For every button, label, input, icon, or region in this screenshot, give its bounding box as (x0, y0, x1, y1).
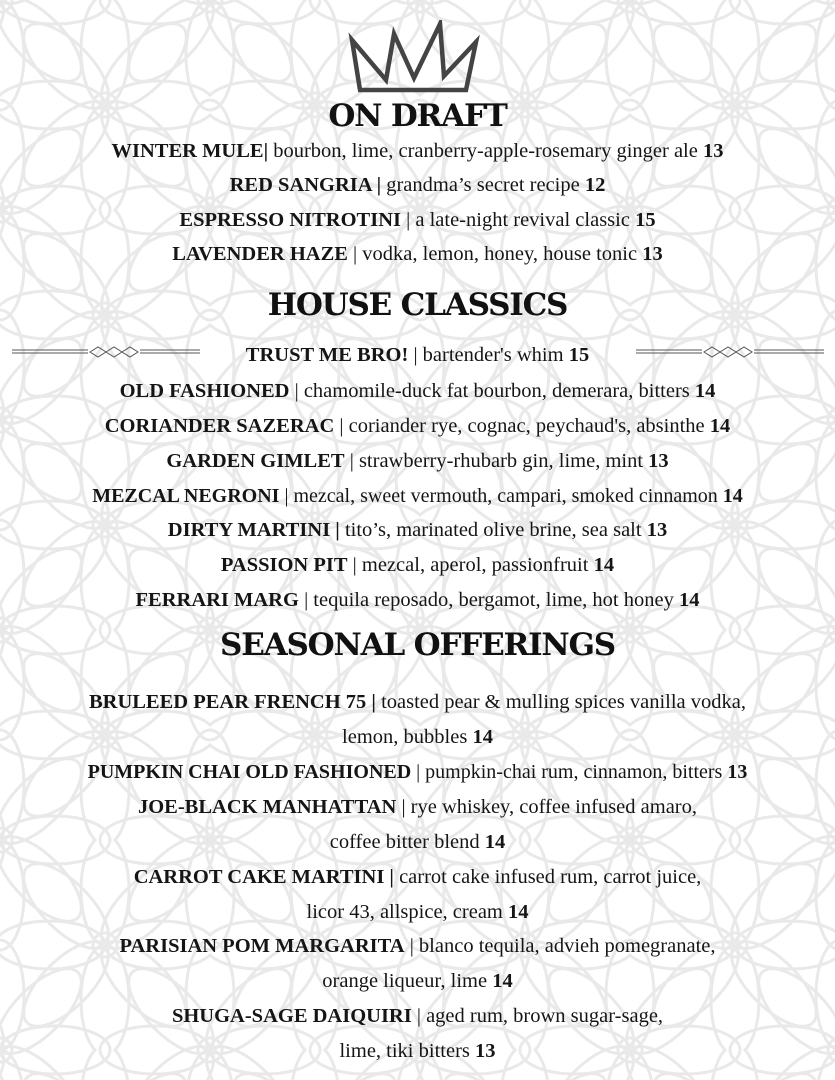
item-description: carrot cake infused rum, carrot juice, (393, 866, 702, 888)
item-description: lime, tiki bitters (339, 1040, 475, 1062)
item-description: orange liqueur, lime (322, 970, 493, 992)
item-description: toasted pear & mulling spices vanilla vodka, (375, 691, 747, 713)
item-price: 15 (568, 344, 590, 366)
item-name: RED SANGRIA | (229, 174, 382, 196)
menu-item-coriander-sazerac (0, 415, 835, 438)
item-name: GARDEN GIMLET (166, 450, 345, 472)
menu-item-shuga-sage-daiquiri-cont (0, 1040, 835, 1063)
item-price: 13 (475, 1040, 496, 1062)
menu-item-trust-me-bro (0, 344, 835, 367)
item-price: 13 (727, 761, 748, 783)
item-price: 13 (648, 450, 669, 472)
item-price: 14 (508, 901, 529, 923)
item-description: | chamomile-duck fat bourbon, demerara, bitters (289, 380, 695, 402)
menu-item-old-fashioned (0, 380, 835, 403)
item-name: CORIANDER SAZERAC (104, 415, 335, 437)
item-name: SHUGA-SAGE DAIQUIRI (171, 1005, 412, 1027)
menu-item-espresso-nitrotini (0, 209, 835, 232)
item-name: PUMPKIN CHAI OLD FASHIONED (87, 761, 412, 783)
item-price: 14 (709, 415, 731, 437)
menu-item-parisian-pom-margarita (0, 935, 835, 958)
item-price: 14 (484, 831, 506, 853)
item-description: | tequila reposado, bergamot, lime, hot honey (298, 589, 679, 611)
item-description: | blanco tequila, advieh pomegranate, (404, 935, 716, 957)
item-name: ESPRESSO NITROTINI (179, 209, 401, 231)
item-name: OLD FASHIONED (119, 380, 290, 402)
item-description: | mezcal, aperol, passionfruit (347, 554, 594, 576)
item-description: | vodka, lemon, honey, house tonic (347, 243, 643, 265)
item-price: 13 (646, 519, 668, 541)
item-name: DIRTY MARTINI | (167, 519, 340, 541)
item-description: | aged rum, brown sugar-sage, (411, 1005, 664, 1027)
item-description: bourbon, lime, cranberry-apple-rosemary ginger ale (268, 140, 703, 162)
menu-item-carrot-cake-martini-cont (0, 901, 835, 924)
item-price: 12 (584, 174, 606, 196)
section-title-house-classics: HOUSE CLASSICS (267, 287, 568, 323)
menu-item-bruleed-pear-french-75 (0, 691, 835, 714)
item-description: grandma’s secret recipe (381, 174, 585, 196)
section-title-seasonal-offerings: SEASONAL OFFERINGS (220, 627, 615, 663)
item-name: TRUST ME BRO! (245, 344, 409, 366)
menu-item-dirty-martini (0, 519, 835, 542)
item-description: | rye whiskey, coffee infused amaro, (396, 796, 698, 818)
menu-item-joe-black-manhattan-cont (0, 831, 835, 854)
item-price: 14 (678, 589, 700, 611)
item-description: | bartender's whim (408, 344, 569, 366)
item-name: PASSION PIT (220, 554, 348, 576)
item-description: coffee bitter blend (329, 831, 485, 853)
menu-item-carrot-cake-martini (0, 866, 835, 889)
item-name: MEZCAL NEGRONI (92, 485, 280, 507)
menu-item-garden-gimlet (0, 450, 835, 473)
item-name: JOE-BLACK MANHATTAN (137, 796, 397, 818)
item-name: CARROT CAKE MARTINI | (133, 866, 394, 888)
item-description: licor 43, allspice, cream (306, 901, 508, 923)
crown-icon (348, 20, 486, 96)
menu-item-passion-pit (0, 554, 835, 577)
section-title-on-draft: ON DRAFT (328, 98, 507, 134)
item-name: LAVENDER HAZE (172, 243, 348, 265)
menu-item-ferrari-marg (0, 589, 835, 612)
menu-item-shuga-sage-daiquiri (0, 1005, 835, 1028)
menu-item-red-sangria (0, 174, 835, 197)
menu-item-bruleed-pear-french-75-cont (0, 726, 835, 749)
item-description: | pumpkin-chai rum, cinnamon, bitters (411, 761, 728, 783)
item-name: WINTER MULE| (111, 140, 269, 162)
item-description: | mezcal, sweet vermouth, campari, smoked cinnamon (279, 485, 723, 507)
item-description: | a late-night revival classic (401, 209, 636, 231)
item-name: FERRARI MARG (135, 589, 299, 611)
menu-item-parisian-pom-margarita-cont (0, 970, 835, 993)
item-price: 14 (472, 726, 493, 748)
item-description: lemon, bubbles (342, 726, 473, 748)
item-price: 14 (492, 970, 513, 992)
menu-item-pumpkin-chai-old-fashioned (0, 761, 835, 784)
menu-item-joe-black-manhattan (0, 796, 835, 819)
item-description: tito’s, marinated olive brine, sea salt (339, 519, 647, 541)
item-price: 15 (635, 209, 656, 231)
item-description: | strawberry-rhubarb gin, lime, mint (344, 450, 649, 472)
item-price: 14 (593, 554, 615, 576)
item-name: PARISIAN POM MARGARITA (119, 935, 405, 957)
menu-item-winter-mule (0, 140, 835, 163)
menu-item-mezcal-negroni (0, 485, 835, 508)
menu-item-lavender-haze (0, 243, 835, 266)
item-description: | coriander rye, cognac, peychaud's, absinthe (334, 415, 710, 437)
item-price: 13 (702, 140, 724, 162)
item-price: 14 (722, 485, 743, 507)
item-name: BRULEED PEAR FRENCH 75 | (88, 691, 376, 713)
item-price: 14 (694, 380, 716, 402)
item-price: 13 (642, 243, 663, 265)
